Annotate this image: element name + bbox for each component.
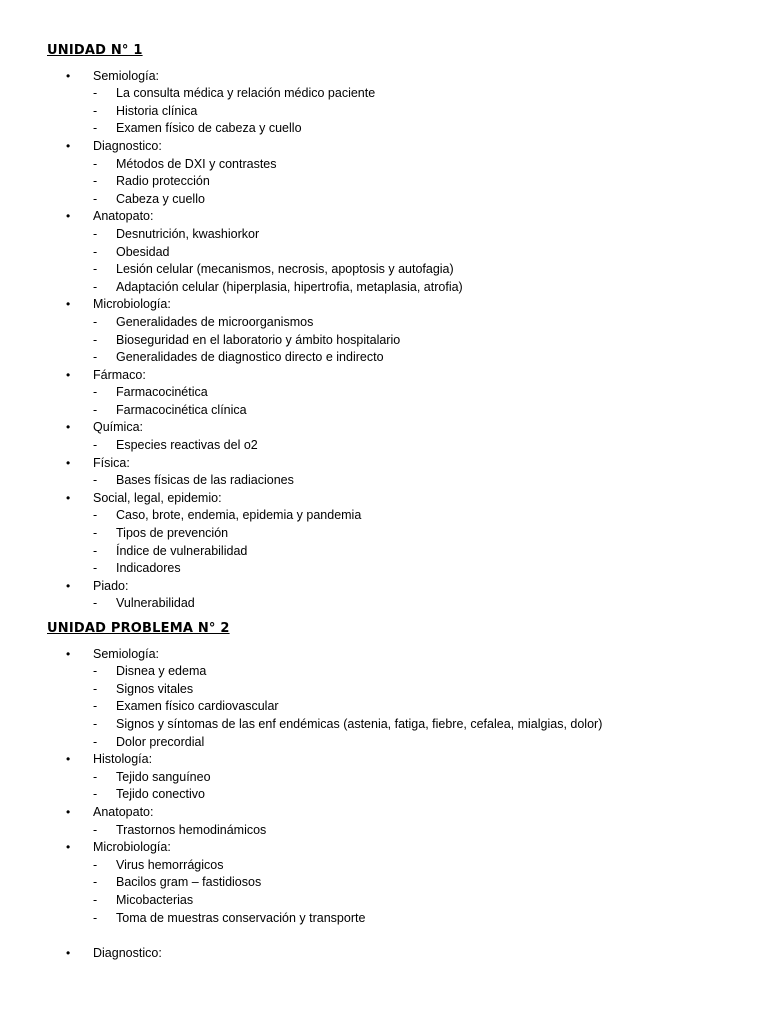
subtopic-label: Radio protección	[116, 174, 210, 189]
dash-marker: -	[93, 543, 98, 558]
subtopic-item	[0, 472, 768, 490]
topic-item	[0, 455, 768, 473]
dash-marker: -	[93, 596, 98, 611]
topic-label: Semiología:	[93, 646, 160, 661]
dash-marker: -	[93, 350, 98, 365]
subtopic-item	[0, 663, 768, 681]
topic-item	[0, 839, 768, 857]
topic-label: Fármaco:	[93, 367, 146, 382]
dash-marker: -	[93, 734, 98, 749]
dash-marker: -	[93, 681, 98, 696]
subtopic-item	[0, 173, 768, 191]
dash-marker: -	[93, 526, 98, 541]
subtopic-item	[0, 244, 768, 262]
topic-item	[0, 208, 768, 226]
subtopic-label: Índice de vulnerabilidad	[116, 543, 248, 558]
topic-label: Física:	[93, 455, 130, 470]
topic-label: Anatopato:	[93, 804, 154, 819]
dash-marker: -	[93, 716, 98, 731]
bullet-icon: •	[66, 138, 71, 153]
topic-item	[0, 646, 768, 664]
topic-label: Piado:	[93, 578, 129, 593]
bullet-icon: •	[66, 804, 71, 819]
dash-marker: -	[93, 892, 98, 907]
subtopic-label: La consulta médica y relación médico paciente	[116, 86, 376, 101]
subtopic-item	[0, 279, 768, 297]
topic-item	[0, 68, 768, 86]
topic-list	[0, 646, 768, 963]
subtopic-label: Métodos de DXI y contrastes	[116, 156, 277, 171]
subtopic-label: Examen físico cardiovascular	[116, 699, 279, 714]
subtopic-item	[0, 191, 768, 209]
dash-marker: -	[93, 314, 98, 329]
topic-item	[0, 367, 768, 385]
topic-label: Diagnostico:	[93, 138, 162, 153]
unit-title: UNIDAD PROBLEMA N° 2	[47, 621, 230, 636]
topic-label: Anatopato:	[93, 209, 154, 224]
subtopic-item	[0, 314, 768, 332]
bullet-icon: •	[66, 420, 71, 435]
dash-marker: -	[93, 857, 98, 872]
subtopic-label: Tejido conectivo	[116, 787, 205, 802]
topic-label: Histología:	[93, 752, 153, 767]
subtopic-item	[0, 769, 768, 787]
topic-label: Microbiología:	[93, 297, 171, 312]
dash-marker: -	[93, 787, 98, 802]
topic-label: Diagnostico:	[93, 945, 162, 960]
subtopic-item	[0, 716, 768, 734]
subtopic-label: Disnea y edema	[116, 664, 207, 679]
subtopic-label: Micobacterias	[116, 892, 194, 907]
blank-line	[0, 927, 768, 945]
subtopic-label: Examen físico de cabeza y cuello	[116, 121, 302, 136]
dash-marker: -	[93, 910, 98, 925]
subtopic-label: Generalidades de diagnostico directo e indirecto	[116, 350, 384, 365]
subtopic-item	[0, 261, 768, 279]
dash-marker: -	[93, 191, 98, 206]
subtopic-label: Dolor precordial	[116, 734, 205, 749]
dash-marker: -	[93, 226, 98, 241]
bullet-icon: •	[66, 209, 71, 224]
subtopic-label: Caso, brote, endemia, epidemia y pandemia	[116, 508, 362, 523]
dash-marker: -	[93, 664, 98, 679]
subtopic-label: Farmacocinética clínica	[116, 402, 247, 417]
dash-marker: -	[93, 769, 98, 784]
subtopic-label: Desnutrición, kwashiorkor	[116, 226, 260, 241]
subtopic-item	[0, 698, 768, 716]
dash-marker: -	[93, 561, 98, 576]
subtopic-label: Signos vitales	[116, 681, 194, 696]
dash-marker: -	[93, 385, 98, 400]
dash-marker: -	[93, 875, 98, 890]
dash-marker: -	[93, 244, 98, 259]
subtopic-item	[0, 437, 768, 455]
dash-marker: -	[93, 822, 98, 837]
subtopic-label: Cabeza y cuello	[116, 191, 205, 206]
topic-item	[0, 945, 768, 963]
subtopic-item	[0, 120, 768, 138]
dash-marker: -	[93, 156, 98, 171]
bullet-icon: •	[66, 646, 71, 661]
subtopic-label: Generalidades de microorganismos	[116, 314, 314, 329]
subtopic-label: Bases físicas de las radiaciones	[116, 473, 294, 488]
subtopic-label: Toma de muestras conservación y transporte	[116, 910, 366, 925]
subtopic-label: Obesidad	[116, 244, 170, 259]
subtopic-item	[0, 349, 768, 367]
bullet-icon: •	[66, 367, 71, 382]
subtopic-item	[0, 595, 768, 613]
topic-item	[0, 578, 768, 596]
bullet-icon: •	[66, 455, 71, 470]
subtopic-item	[0, 332, 768, 350]
subtopic-label: Lesión celular (mecanismos, necrosis, apoptosis y autofagia)	[116, 262, 454, 277]
dash-marker: -	[93, 121, 98, 136]
topic-item	[0, 138, 768, 156]
subtopic-label: Indicadores	[116, 561, 181, 576]
subtopic-item	[0, 103, 768, 121]
topic-label: Semiología:	[93, 68, 160, 83]
dash-marker: -	[93, 332, 98, 347]
dash-marker: -	[93, 174, 98, 189]
subtopic-label: Tejido sanguíneo	[116, 769, 211, 784]
topic-item	[0, 751, 768, 769]
topic-label: Química:	[93, 420, 144, 435]
subtopic-item	[0, 892, 768, 910]
subtopic-label: Especies reactivas del o2	[116, 438, 258, 453]
subtopic-label: Trastornos hemodinámicos	[116, 822, 267, 837]
subtopic-item	[0, 857, 768, 875]
dash-marker: -	[93, 508, 98, 523]
subtopic-item	[0, 384, 768, 402]
subtopic-item	[0, 402, 768, 420]
subtopic-label: Tipos de prevención	[116, 526, 229, 541]
subtopic-label: Bioseguridad en el laboratorio y ámbito hospitalario	[116, 332, 401, 347]
subtopic-label: Virus hemorrágicos	[116, 857, 224, 872]
subtopic-item	[0, 734, 768, 752]
dash-marker: -	[93, 473, 98, 488]
bullet-icon: •	[66, 68, 71, 83]
subtopic-item	[0, 226, 768, 244]
dash-marker: -	[93, 438, 98, 453]
bullet-icon: •	[66, 297, 71, 312]
unit-title: UNIDAD N° 1	[47, 43, 143, 58]
subtopic-item	[0, 786, 768, 804]
subtopic-label: Historia clínica	[116, 103, 198, 118]
subtopic-item	[0, 681, 768, 699]
subtopic-label: Vulnerabilidad	[116, 596, 195, 611]
topic-item	[0, 296, 768, 314]
subtopic-item	[0, 874, 768, 892]
dash-marker: -	[93, 103, 98, 118]
bullet-icon: •	[66, 752, 71, 767]
subtopic-label: Bacilos gram – fastidiosos	[116, 875, 262, 890]
topic-item	[0, 490, 768, 508]
bullet-icon: •	[66, 490, 71, 505]
subtopic-item	[0, 507, 768, 525]
bullet-icon: •	[66, 945, 71, 960]
unit-section	[0, 613, 768, 962]
subtopic-item	[0, 822, 768, 840]
dash-marker: -	[93, 699, 98, 714]
topic-item	[0, 804, 768, 822]
subtopic-label: Signos y síntomas de las enf endémicas (astenia, fatiga, fiebre, cefalea, mialgias, dolor)	[116, 716, 603, 731]
bullet-icon: •	[66, 578, 71, 593]
topic-list	[0, 68, 768, 613]
subtopic-label: Farmacocinética	[116, 385, 208, 400]
subtopic-label: Adaptación celular (hiperplasia, hipertrofia, metaplasia, atrofia)	[116, 279, 463, 294]
topic-item	[0, 419, 768, 437]
subtopic-item	[0, 910, 768, 928]
dash-marker: -	[93, 86, 98, 101]
subtopic-item	[0, 156, 768, 174]
topic-label: Microbiología:	[93, 840, 171, 855]
topic-label: Social, legal, epidemio:	[93, 490, 222, 505]
subtopic-item	[0, 525, 768, 543]
subtopic-item	[0, 543, 768, 561]
dash-marker: -	[93, 279, 98, 294]
subtopic-item	[0, 560, 768, 578]
dash-marker: -	[93, 402, 98, 417]
dash-marker: -	[93, 262, 98, 277]
bullet-icon: •	[66, 840, 71, 855]
subtopic-item	[0, 85, 768, 103]
